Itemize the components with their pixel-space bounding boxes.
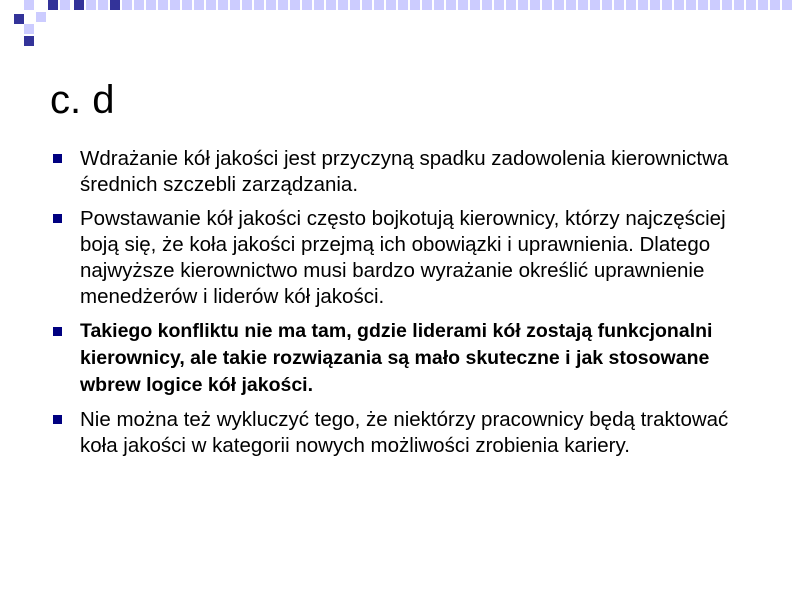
light-square (24, 0, 34, 10)
light-square (734, 0, 744, 10)
light-square (650, 0, 660, 10)
light-square (326, 0, 336, 10)
light-square (98, 0, 108, 10)
light-square (722, 0, 732, 10)
light-square (266, 0, 276, 10)
light-square (542, 0, 552, 10)
light-square (218, 0, 228, 10)
light-square (482, 0, 492, 10)
light-square (254, 0, 264, 10)
light-square (602, 0, 612, 10)
light-square (182, 0, 192, 10)
light-square (338, 0, 348, 10)
light-square (86, 0, 96, 10)
light-square (554, 0, 564, 10)
light-square (458, 0, 468, 10)
slide-title: c. d (50, 78, 115, 122)
light-square (158, 0, 168, 10)
dark-square (48, 0, 58, 10)
light-square (36, 12, 46, 22)
dark-square (14, 14, 24, 24)
light-square (146, 0, 156, 10)
light-square (206, 0, 216, 10)
light-square (386, 0, 396, 10)
light-square (230, 0, 240, 10)
light-square (422, 0, 432, 10)
light-square (60, 0, 70, 10)
light-square (362, 0, 372, 10)
light-square (170, 0, 180, 10)
bullet-text: Wdrażanie kół jakości jest przyczyną spadku zadowolenia kierownictwa średnich szczebli zarządzania. (80, 147, 729, 196)
square-bullet-icon (53, 154, 62, 163)
light-square (578, 0, 588, 10)
bullet-item (50, 407, 750, 459)
decorative-square-pattern (0, 0, 800, 60)
bullet-text: Takiego konfliktu nie ma tam, gdzie liderami kół zostają funkcjonalni kierownicy, ale takie rozwiązania są mało skuteczne i jak stosowane wbrew logice kół jakości. (80, 320, 713, 396)
light-square (782, 0, 792, 10)
light-square (494, 0, 504, 10)
light-square (746, 0, 756, 10)
square-bullet-icon (53, 327, 62, 336)
square-bullet-icon (53, 415, 62, 424)
light-square (662, 0, 672, 10)
light-square (638, 0, 648, 10)
bullet-text: Nie można też wykluczyć tego, że niektórzy pracownicy będą traktować koła jakości w kategorii nowych możliwości zrobienia kariery. (80, 408, 729, 457)
light-square (758, 0, 768, 10)
dark-square (110, 0, 120, 10)
bullet-item (50, 146, 750, 198)
bullet-item (50, 318, 750, 399)
light-square (24, 24, 34, 34)
light-square (194, 0, 204, 10)
light-square (122, 0, 132, 10)
light-square (134, 0, 144, 10)
dark-square (24, 36, 34, 46)
light-square (506, 0, 516, 10)
light-square (686, 0, 696, 10)
light-square (710, 0, 720, 10)
light-square (242, 0, 252, 10)
light-square (674, 0, 684, 10)
light-square (398, 0, 408, 10)
light-square (314, 0, 324, 10)
light-square (302, 0, 312, 10)
light-square (770, 0, 780, 10)
light-square (446, 0, 456, 10)
bullet-item (50, 206, 750, 310)
light-square (470, 0, 480, 10)
dark-square (74, 0, 84, 10)
light-square (698, 0, 708, 10)
light-square (290, 0, 300, 10)
bullet-list (50, 146, 750, 467)
light-square (626, 0, 636, 10)
light-square (434, 0, 444, 10)
light-square (374, 0, 384, 10)
bullet-text: Powstawanie kół jakości często bojkotują kierownicy, którzy najczęściej boją się, że koła jakości przejmą ich obowiązki i uprawnienia. Dlatego najwyższe kierownictwo musi bardzo wyrażanie określić uprawnienie menedżerów i liderów kół jakości. (80, 207, 726, 308)
light-square (278, 0, 288, 10)
light-square (566, 0, 576, 10)
light-square (410, 0, 420, 10)
light-square (590, 0, 600, 10)
light-square (350, 0, 360, 10)
light-square (518, 0, 528, 10)
light-square (614, 0, 624, 10)
light-square (530, 0, 540, 10)
square-bullet-icon (53, 214, 62, 223)
